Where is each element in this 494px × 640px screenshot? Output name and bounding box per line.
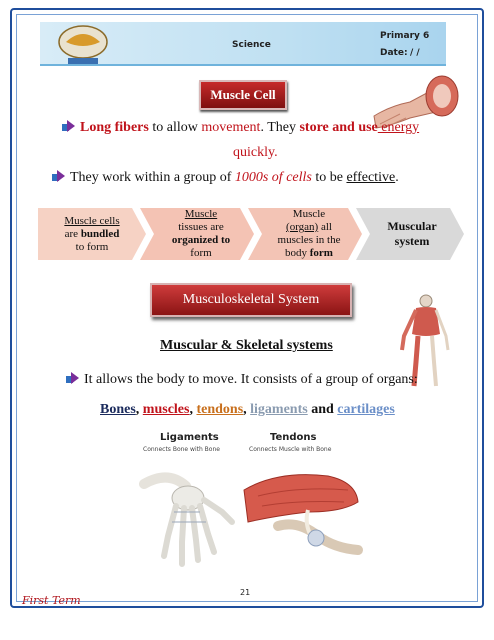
term-label: First Term [22, 594, 81, 607]
bullet-arrow-icon [52, 170, 66, 182]
page-number: 21 [240, 588, 251, 597]
organ-cartilages: cartilages [337, 402, 395, 417]
tendons-label: Tendons [270, 432, 317, 443]
muscle-cell-line-1b: quickly. [233, 145, 278, 160]
organs-sentence: It allows the body to move. It consists of a group of organs: [66, 372, 418, 388]
date-value: / / [410, 48, 420, 58]
flow-step-3: Muscle (organ) all muscles in the body form [277, 208, 341, 259]
school-logo [50, 20, 116, 70]
muscle-cell-line-1: Long fibers to allow movement. They store and use energy [62, 120, 419, 136]
muscle-cell-line-2: They work within a group of 1000s of cells to be effective. [52, 170, 399, 186]
tendons-description: Connects Muscle with Bone [249, 446, 332, 453]
musculoskeletal-title: Musculoskeletal System [150, 283, 352, 317]
bullet-arrow-icon [62, 120, 76, 132]
flow-step-1: Muscle cells are bundled to form [64, 214, 120, 253]
arm-tendon-illustration [238, 460, 366, 556]
subject-label: Science [232, 40, 271, 50]
flow-step-4: Muscular system [387, 219, 437, 248]
ligaments-label: Ligaments [160, 432, 219, 443]
organ-muscles: muscles [142, 402, 190, 417]
organ-bones: Bones [100, 402, 136, 417]
organs-list: Bones, muscles, tendons, ligaments and cartilages [100, 402, 395, 417]
hand-bones-illustration [138, 460, 238, 570]
organ-tendons: tendons [196, 402, 244, 417]
ligaments-description: Connects Bone with Bone [143, 446, 220, 453]
grade-label: Primary 6 [380, 31, 430, 41]
muscular-skeletal-subtitle: Muscular & Skeletal systems [160, 338, 333, 353]
date-label: Date: [380, 48, 408, 58]
organ-ligaments: ligaments [250, 402, 308, 417]
muscle-cell-title: Muscle Cell [199, 80, 287, 110]
flow-step-2: Muscle tissues are organized to form [171, 208, 231, 259]
bullet-arrow-icon [66, 372, 80, 384]
